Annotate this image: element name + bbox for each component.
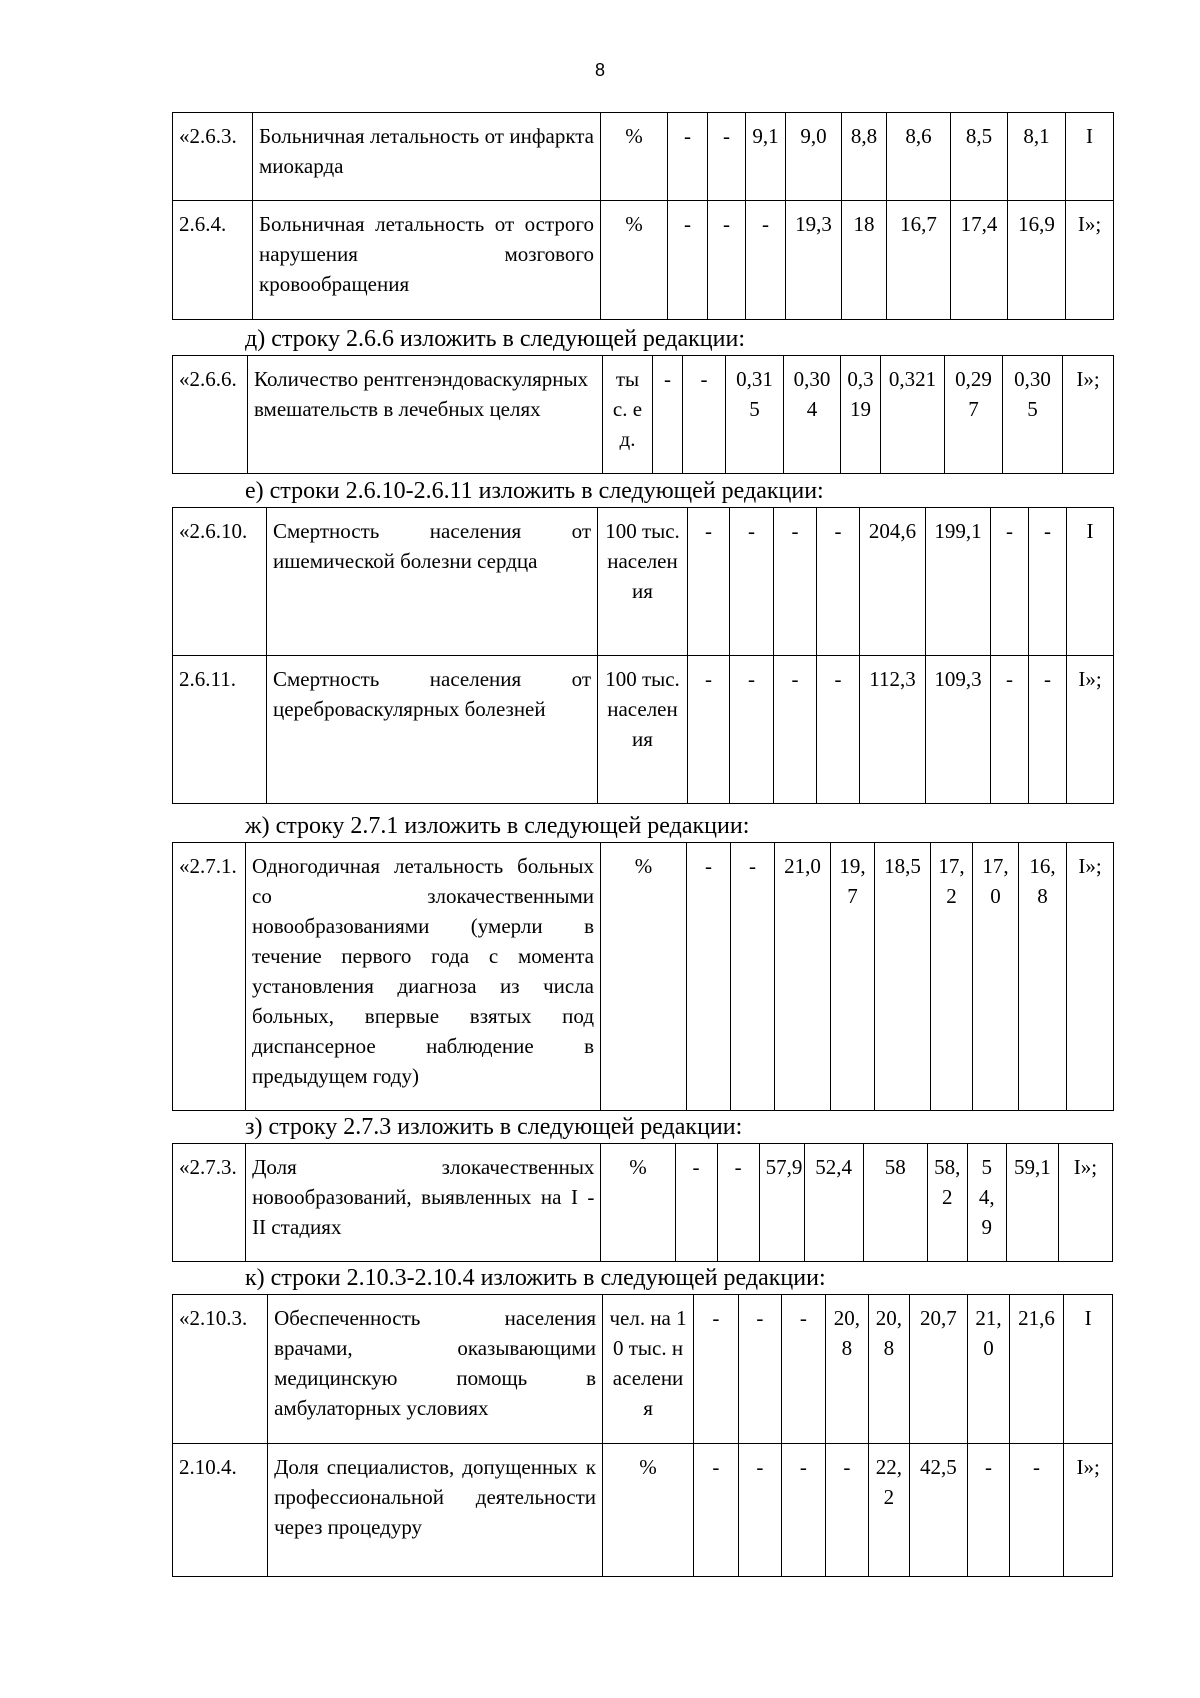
unit-cell: % xyxy=(601,113,668,201)
value-cell: - xyxy=(774,656,817,804)
source-cell: I»; xyxy=(1067,843,1114,1111)
row-number: 2.6.11. xyxy=(173,656,267,804)
source-cell: I»; xyxy=(1066,201,1114,320)
value-cell: 8,1 xyxy=(1008,113,1066,201)
value-cell: 109,3 xyxy=(926,656,991,804)
value-cell: - xyxy=(730,656,774,804)
value-cell: - xyxy=(782,1444,826,1577)
value-cell: - xyxy=(746,201,786,320)
row-description: Одногодичная летальность больных со злокачественными новообразованиями (умерли в течение первого года с момента установления диагноза из числа больных, впервые взятых под диспансерное наблюдение в предыдущем году) xyxy=(246,843,601,1111)
value-cell: - xyxy=(774,508,817,656)
value-cell: - xyxy=(668,201,708,320)
value-cell: - xyxy=(991,508,1029,656)
value-cell: 0,319 xyxy=(841,356,881,474)
source-cell: I xyxy=(1066,113,1114,201)
value-cell: 52,4 xyxy=(804,1144,863,1262)
value-cell: 21,0 xyxy=(968,1295,1009,1444)
row-number: 2.6.4. xyxy=(173,201,253,320)
value-cell: 9,0 xyxy=(786,113,842,201)
value-cell: - xyxy=(683,356,726,474)
value-cell: 18 xyxy=(842,201,887,320)
value-cell: - xyxy=(730,508,774,656)
unit-cell: % xyxy=(601,843,687,1111)
unit-cell: % xyxy=(603,1444,694,1577)
source-cell: I xyxy=(1064,1295,1113,1444)
table-2-6-3-2-6-4 xyxy=(172,112,1113,320)
value-cell: 22,2 xyxy=(869,1444,909,1577)
table-row xyxy=(173,1444,1113,1577)
value-cell: 20,8 xyxy=(825,1295,869,1444)
value-cell: 20,7 xyxy=(909,1295,968,1444)
value-cell: - xyxy=(1029,508,1067,656)
value-cell: - xyxy=(817,508,860,656)
row-number: «2.6.6. xyxy=(173,356,248,474)
value-cell: 18,5 xyxy=(875,843,931,1111)
value-cell: 19,7 xyxy=(831,843,875,1111)
value-cell: - xyxy=(731,843,775,1111)
value-cell: - xyxy=(738,1444,782,1577)
value-cell: 17,0 xyxy=(973,843,1019,1111)
value-cell: - xyxy=(688,508,730,656)
instruction-e: е) строки 2.6.10-2.6.11 изложить в следующей редакции: xyxy=(245,478,824,504)
value-cell: - xyxy=(782,1295,826,1444)
unit-cell: тыс. ед. xyxy=(603,356,653,474)
table-2-6-6 xyxy=(172,355,1113,474)
source-cell: I»; xyxy=(1064,1444,1113,1577)
value-cell: 17,2 xyxy=(931,843,973,1111)
value-cell: 19,3 xyxy=(786,201,842,320)
value-cell: - xyxy=(694,1295,739,1444)
unit-cell: чел. на 10 тыс. населения xyxy=(603,1295,694,1444)
value-cell: 0,315 xyxy=(726,356,784,474)
value-cell: 20,8 xyxy=(869,1295,909,1444)
value-cell: 57,9 xyxy=(759,1144,804,1262)
value-cell: 8,8 xyxy=(842,113,887,201)
value-cell: - xyxy=(653,356,683,474)
row-description: Смертность населения от ишемической болезни сердца xyxy=(267,508,598,656)
source-cell: I»; xyxy=(1067,656,1114,804)
value-cell: - xyxy=(675,1144,717,1262)
value-cell: - xyxy=(991,656,1029,804)
value-cell: 16,9 xyxy=(1008,201,1066,320)
value-cell: 16,7 xyxy=(887,201,951,320)
row-number: «2.7.1. xyxy=(173,843,246,1111)
row-number: 2.10.4. xyxy=(173,1444,268,1577)
value-cell: 54,9 xyxy=(967,1144,1006,1262)
value-cell: 8,5 xyxy=(951,113,1008,201)
value-cell: - xyxy=(1009,1444,1064,1577)
value-cell: - xyxy=(687,843,731,1111)
unit-cell: % xyxy=(601,1144,675,1262)
value-cell: 42,5 xyxy=(909,1444,968,1577)
row-description: Доля злокачественных новообразований, выявленных на I - II стадиях xyxy=(246,1144,601,1262)
unit-cell: 100 тыс. населения xyxy=(598,656,688,804)
table-row xyxy=(173,508,1114,656)
value-cell: - xyxy=(668,113,708,201)
instruction-k: к) строки 2.10.3-2.10.4 изложить в следующей редакции: xyxy=(245,1265,826,1291)
value-cell: - xyxy=(738,1295,782,1444)
value-cell: 0,304 xyxy=(784,356,841,474)
value-cell: - xyxy=(817,656,860,804)
table-row xyxy=(173,1144,1113,1262)
row-number: «2.6.10. xyxy=(173,508,267,656)
value-cell: 21,6 xyxy=(1009,1295,1064,1444)
value-cell: 58,2 xyxy=(927,1144,967,1262)
instruction-z: з) строку 2.7.3 изложить в следующей редакции: xyxy=(245,1114,743,1140)
source-cell: I»; xyxy=(1058,1144,1112,1262)
table-2-6-10-2-6-11 xyxy=(172,507,1113,804)
value-cell: - xyxy=(1029,656,1067,804)
value-cell: 0,321 xyxy=(881,356,945,474)
row-number: «2.6.3. xyxy=(173,113,253,201)
table-row xyxy=(173,113,1114,201)
value-cell: - xyxy=(717,1144,759,1262)
row-description: Смертность населения от цереброваскулярных болезней xyxy=(267,656,598,804)
value-cell: - xyxy=(825,1444,869,1577)
value-cell: - xyxy=(688,656,730,804)
table-row xyxy=(173,656,1114,804)
value-cell: 16,8 xyxy=(1019,843,1067,1111)
row-number: «2.10.3. xyxy=(173,1295,268,1444)
value-cell: 204,6 xyxy=(860,508,926,656)
table-2-10-3-2-10-4 xyxy=(172,1294,1113,1577)
table-row xyxy=(173,356,1114,474)
table-row xyxy=(173,201,1114,320)
value-cell: - xyxy=(968,1444,1009,1577)
unit-cell: 100 тыс. населения xyxy=(598,508,688,656)
unit-cell: % xyxy=(601,201,668,320)
row-description: Доля специалистов, допущенных к профессиональной деятельности через процедуру xyxy=(268,1444,603,1577)
row-description: Больничная летальность от инфаркта миокарда xyxy=(253,113,601,201)
value-cell: 112,3 xyxy=(860,656,926,804)
value-cell: 0,305 xyxy=(1003,356,1063,474)
table-row xyxy=(173,1295,1113,1444)
value-cell: - xyxy=(708,113,746,201)
page-number: 8 xyxy=(594,60,605,80)
value-cell: 21,0 xyxy=(775,843,831,1111)
instruction-d: д) строку 2.6.6 изложить в следующей редакции: xyxy=(245,326,745,352)
row-description: Количество рентгенэндоваскулярных вмешательств в лечебных целях xyxy=(248,356,603,474)
value-cell: 9,1 xyxy=(746,113,786,201)
value-cell: 199,1 xyxy=(926,508,991,656)
value-cell: 59,1 xyxy=(1006,1144,1058,1262)
table-2-7-3 xyxy=(172,1143,1113,1262)
value-cell: - xyxy=(694,1444,739,1577)
table-row xyxy=(173,843,1114,1111)
row-description: Больничная летальность от острого нарушения мозгового кровообращения xyxy=(253,201,601,320)
value-cell: 0,297 xyxy=(945,356,1003,474)
source-cell: I xyxy=(1067,508,1114,656)
value-cell: - xyxy=(708,201,746,320)
value-cell: 8,6 xyxy=(887,113,951,201)
source-cell: I»; xyxy=(1063,356,1114,474)
instruction-zh: ж) строку 2.7.1 изложить в следующей редакции: xyxy=(245,813,750,839)
value-cell: 17,4 xyxy=(951,201,1008,320)
table-2-7-1 xyxy=(172,842,1113,1111)
row-description: Обеспеченность населения врачами, оказывающими медицинскую помощь в амбулаторных условиях xyxy=(268,1295,603,1444)
row-number: «2.7.3. xyxy=(173,1144,246,1262)
value-cell: 58 xyxy=(863,1144,927,1262)
